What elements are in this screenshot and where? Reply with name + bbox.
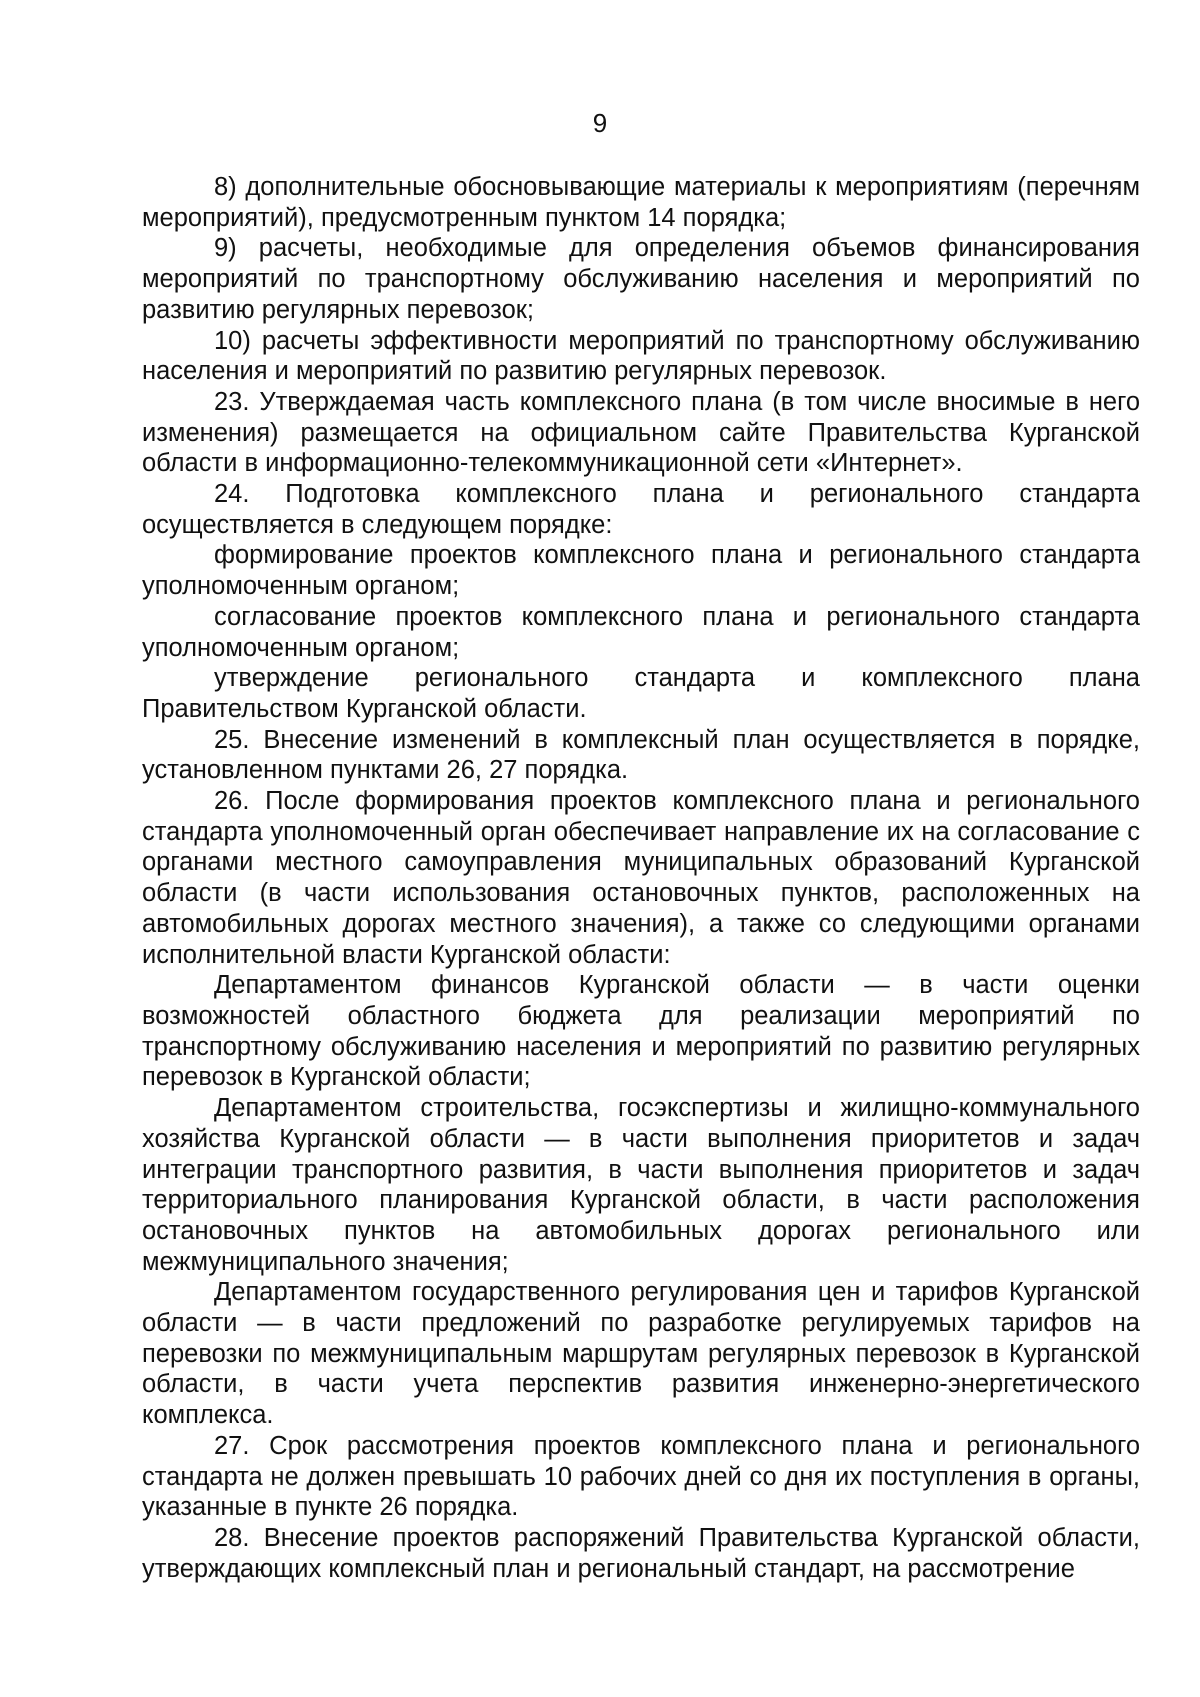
- paragraph-26: 26. После формирования проектов комплексного плана и регионального стандарта уполномоченный орган обеспечивает направление их на согласование с органами местного самоуправления муниципальных образований Курганской области (в части использования остановочных пунктов, расположенных на автомобильных дорогах местного значения), а также со следующими органами исполнительной власти Курганской области:: [142, 787, 1140, 969]
- paragraph-item-8: 8) дополнительные обосновывающие материалы к мероприятиям (перечням мероприятий), предусмотренным пунктом 14 порядка;: [142, 173, 1140, 232]
- paragraph-item-9: 9) расчеты, необходимые для определения объемов финансирования мероприятий по транспортному обслуживанию населения и мероприятий по развитию регулярных перевозок;: [142, 234, 1140, 324]
- page-number: 9: [592, 108, 608, 138]
- paragraph-28: 28. Внесение проектов распоряжений Правительства Курганской области, утверждающих комплексный план и региональный стандарт, на рассмотрение: [142, 1523, 1140, 1583]
- paragraph-26-construction-dept: Департаментом строительства, госэкспертизы и жилищно-коммунального хозяйства Курганской области — в части выполнения приоритетов и задач интеграции транспортного развития, в части выполнения приоритетов и задач территориального планирования Курганской области, в части расположения остановочных пунктов на автомобильных дорогах регионального или межмуниципального значения;: [142, 1094, 1140, 1276]
- paragraph-26-finance-dept: Департаментом финансов Курганской области — в части оценки возможностей областного бюджета для реализации мероприятий по транспортному обслуживанию населения и мероприятий по развитию регулярных перевозок в Курганской области;: [142, 971, 1140, 1092]
- paragraph-26-tariff-dept: Департаментом государственного регулирования цен и тарифов Курганской области — в части предложений по разработке регулируемых тарифов на перевозки по межмуниципальным маршрутам регулярных перевозок в Курганской области, в части учета перспектив развития инженерно-энергетического комплекса.: [142, 1278, 1140, 1430]
- paragraph-24-step-approval: согласование проектов комплексного плана и регионального стандарта уполномоченным органом;: [142, 602, 1140, 662]
- paragraph-23: 23. Утверждаемая часть комплексного плана (в том числе вносимые в него изменения) размещается на официальном сайте Правительства Курганской области в информационно-телекоммуникационной сети «Интернет».: [142, 387, 1140, 478]
- paragraph-25: 25. Внесение изменений в комплексный план осуществляется в порядке, установленном пунктами 26, 27 порядка.: [142, 725, 1140, 785]
- paragraph-item-10: 10) расчеты эффективности мероприятий по транспортному обслуживанию населения и мероприятий по развитию регулярных перевозок.: [142, 326, 1140, 386]
- document-body: [142, 172, 1140, 1584]
- paragraph-24-step-forming: формирование проектов комплексного плана и регионального стандарта уполномоченным органом;: [142, 541, 1140, 601]
- paragraph-24: 24. Подготовка комплексного плана и регионального стандарта осуществляется в следующем порядке:: [142, 480, 1140, 539]
- paragraph-27: 27. Срок рассмотрения проектов комплексного плана и регионального стандарта не должен превышать 10 рабочих дней со дня их поступления в органы, указанные в пункте 26 порядка.: [142, 1431, 1140, 1522]
- paragraph-24-step-confirmation: утверждение регионального стандарта и комплексного плана Правительством Курганской области.: [142, 664, 1140, 723]
